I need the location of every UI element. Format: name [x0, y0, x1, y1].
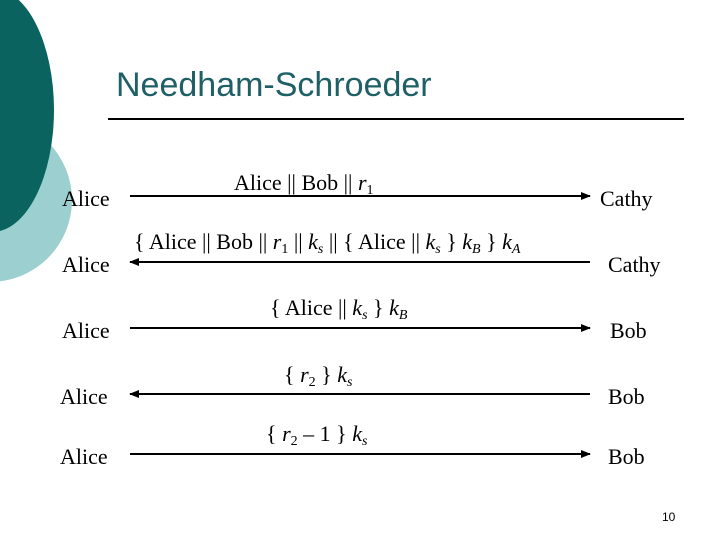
message-text: { Alice || Bob ||: [134, 229, 273, 254]
message-subscript: s: [317, 242, 324, 257]
left-party-1: Alice: [62, 186, 110, 211]
right-party-4: Bob: [608, 384, 645, 409]
right-party-5: Bob: [608, 444, 645, 469]
slide-title: Needham-Schroeder: [116, 66, 432, 104]
message-variable: k: [352, 421, 362, 446]
message-text: }: [367, 295, 390, 320]
message-subscript: B: [398, 308, 408, 323]
message-text: {: [266, 421, 283, 446]
message-variable: k: [389, 295, 399, 320]
right-party-3: Bob: [610, 318, 647, 343]
message-variable: k: [308, 229, 318, 254]
message-subscript: A: [511, 242, 521, 257]
message-subscript: 1: [281, 242, 289, 257]
message-subscript: s: [362, 308, 368, 323]
message-variable: k: [352, 295, 363, 320]
message-variable: k: [337, 362, 347, 387]
message-text: }: [480, 229, 503, 254]
message-text: }: [315, 362, 338, 387]
message-text: {: [284, 362, 301, 387]
message-text: || { Alice ||: [323, 229, 426, 254]
message-subscript: 1: [366, 183, 374, 198]
message-variable: r: [282, 421, 291, 446]
message-subscript: s: [346, 375, 353, 390]
message-text: }: [440, 229, 463, 254]
page-number: 10: [662, 510, 676, 524]
message-text: ||: [288, 229, 309, 254]
message-text: { Alice ||: [270, 295, 353, 320]
message-variable: k: [502, 229, 512, 254]
message-subscript: 2: [308, 375, 316, 390]
message-variable: k: [425, 229, 436, 254]
message-text: – 1 }: [297, 421, 353, 446]
message-text: Alice || Bob ||: [234, 170, 358, 195]
message-variable: r: [272, 229, 282, 254]
message-subscript: s: [435, 242, 441, 257]
right-party-2: Cathy: [608, 252, 661, 277]
left-party-4: Alice: [60, 384, 108, 409]
message-variable: r: [300, 362, 309, 387]
message-subscript: B: [472, 242, 481, 257]
left-party-5: Alice: [60, 444, 108, 469]
left-party-2: Alice: [62, 252, 110, 277]
message-subscript: 2: [290, 434, 298, 449]
message-variable: k: [462, 229, 473, 254]
left-party-3: Alice: [62, 318, 110, 343]
right-party-1: Cathy: [600, 186, 653, 211]
message-subscript: s: [361, 434, 368, 449]
message-variable: r: [357, 170, 367, 195]
